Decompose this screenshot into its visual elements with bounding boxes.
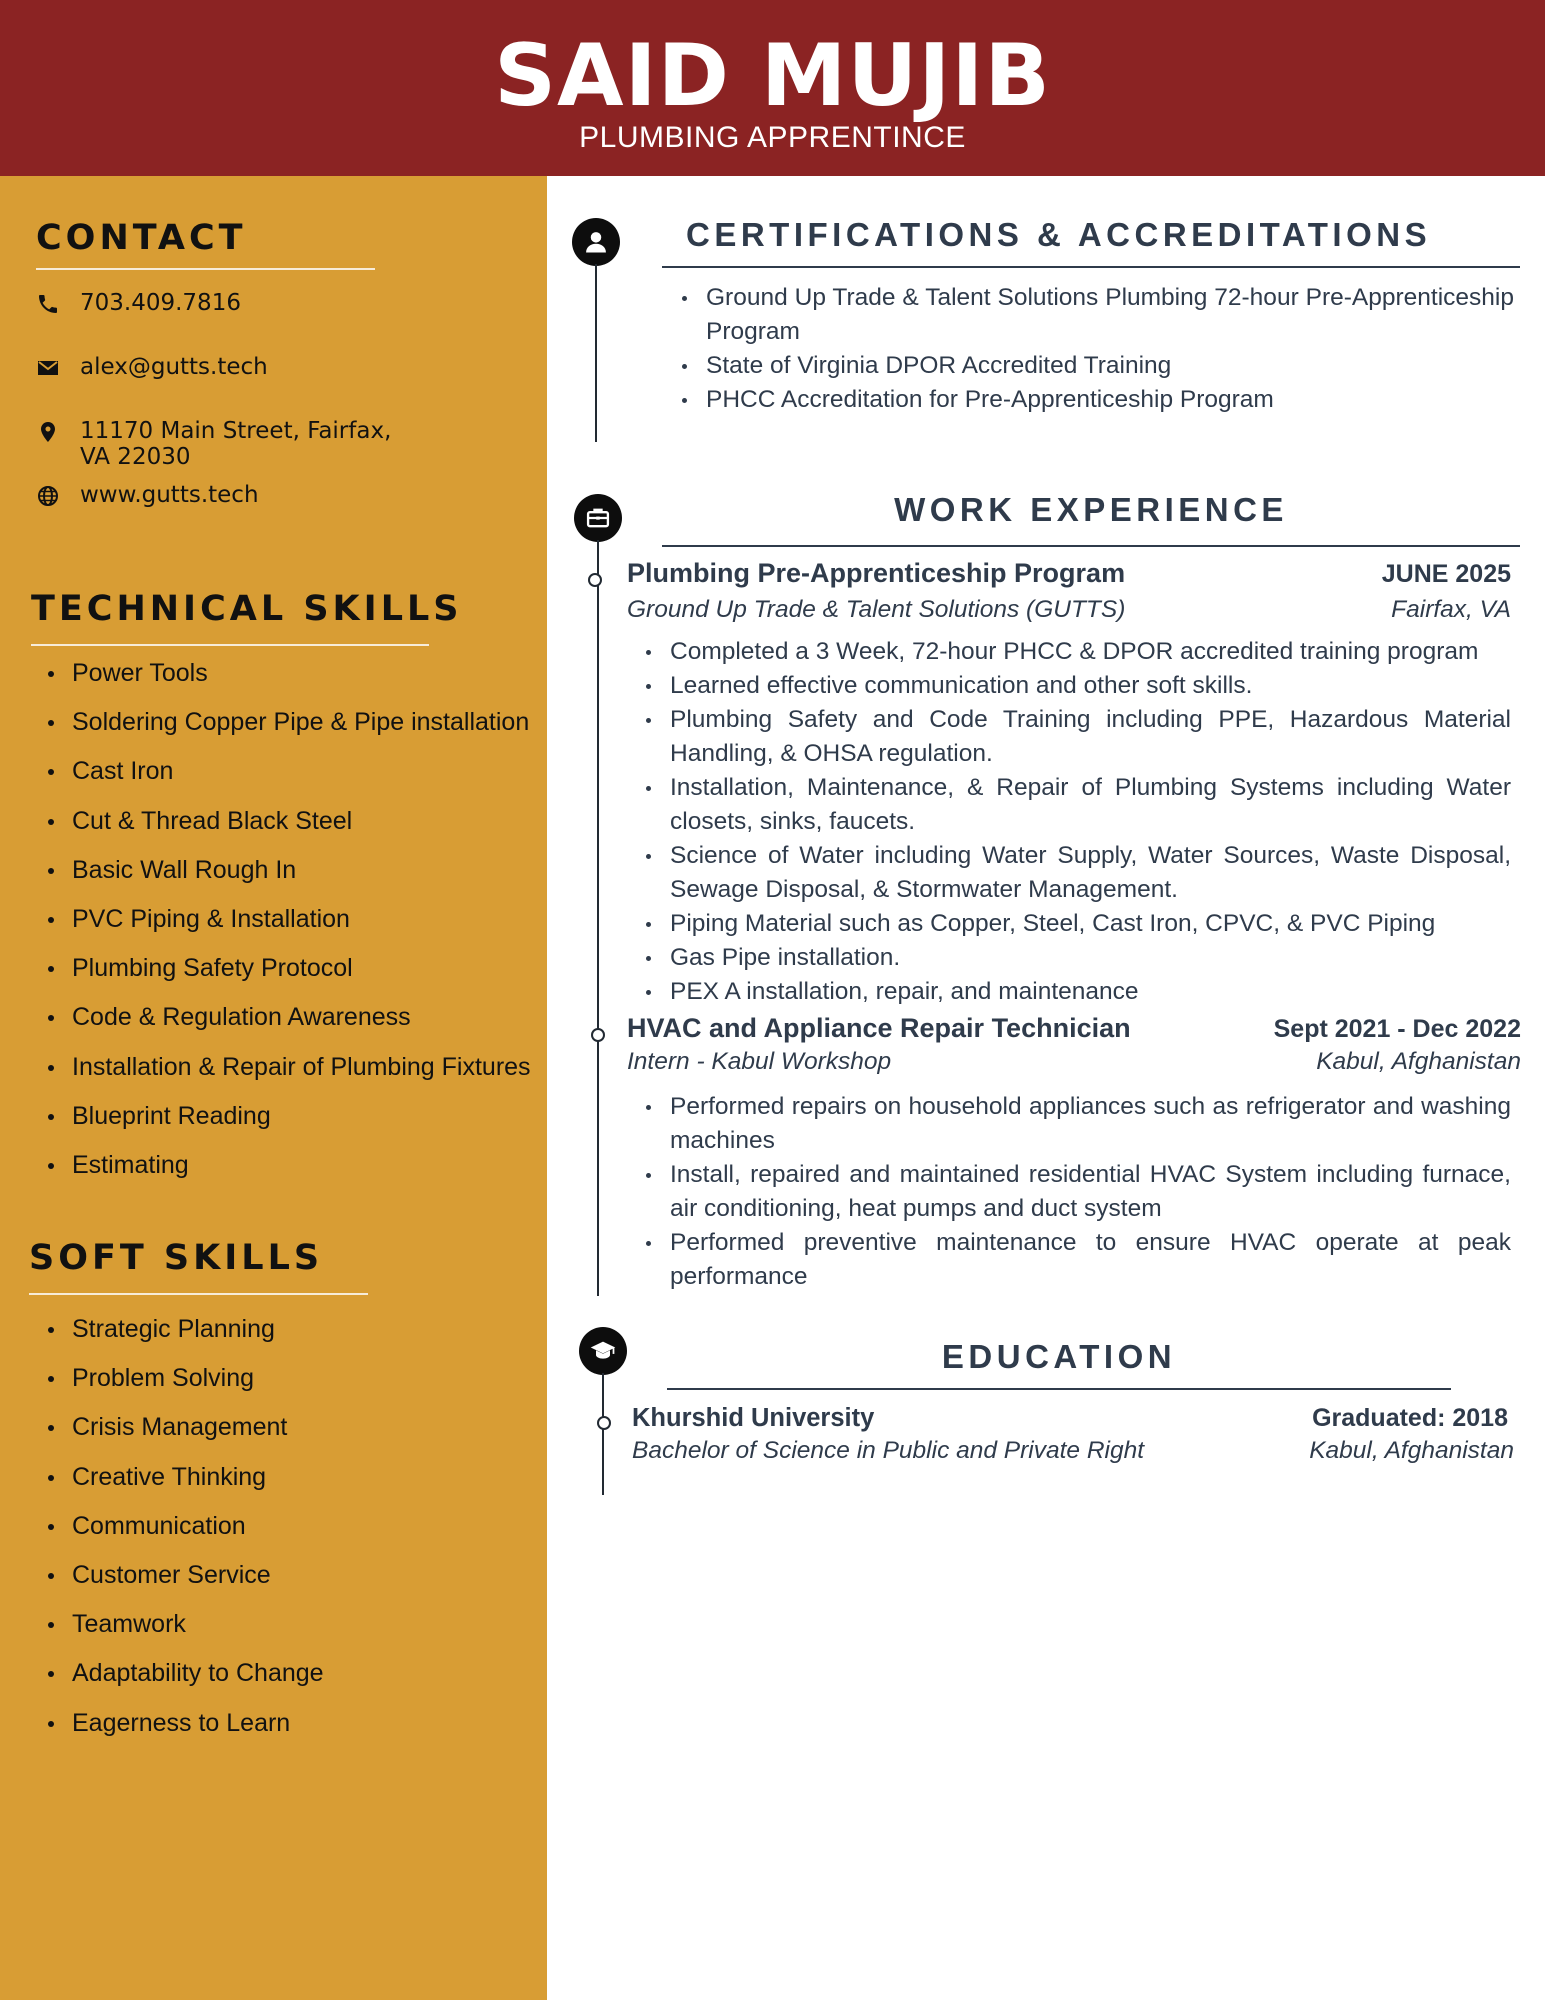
list-item: Installation, Maintenance, & Repair of Plumbing Systems including Water closets, sinks, faucets. <box>636 771 1511 839</box>
location-pin-icon <box>36 420 60 444</box>
sidebar <box>0 176 547 2000</box>
address-line-2: VA 22030 <box>80 444 191 470</box>
list-item: Eagerness to Learn <box>44 1708 324 1757</box>
job-1-date: JUNE 2025 <box>1381 560 1511 588</box>
list-item: Blueprint Reading <box>44 1101 531 1150</box>
contact-heading: CONTACT <box>36 218 247 258</box>
work-divider <box>662 545 1520 547</box>
technical-skills-heading: TECHNICAL SKILLS <box>31 589 463 629</box>
certifications-heading: CERTIFICATIONS & ACCREDITATIONS <box>686 216 1432 253</box>
address-line-1: 11170 Main Street, Fairfax, <box>80 418 392 444</box>
job-1-title: Plumbing Pre-Apprenticeship Program <box>627 558 1126 588</box>
phone-icon <box>36 292 60 316</box>
candidate-name: SAID MUJIB <box>494 26 1051 126</box>
contact-divider <box>36 268 375 270</box>
list-item: Learned effective communication and other soft skills. <box>636 669 1511 703</box>
list-item: PVC Piping & Installation <box>44 904 531 953</box>
job-1-header <box>627 558 1511 589</box>
certifications-timeline <box>595 264 597 442</box>
list-item: Piping Material such as Copper, Steel, Cast Iron, CPVC, & PVC Piping <box>636 907 1511 941</box>
job-2-header <box>627 1013 1521 1044</box>
list-item: Performed preventive maintenance to ensure HVAC operate at peak performance <box>636 1226 1511 1294</box>
list-item: Communication <box>44 1511 324 1560</box>
list-item: Install, repaired and maintained residential HVAC System including furnace, air conditioning, heat pumps and duct system <box>636 1158 1511 1226</box>
education-section-icon <box>579 1327 627 1375</box>
user-icon <box>582 228 610 256</box>
list-item: Adaptability to Change <box>44 1658 324 1707</box>
soft-skills-divider <box>29 1293 368 1295</box>
list-item: Gas Pipe installation. <box>636 941 1511 975</box>
school-name: Khurshid University <box>632 1404 875 1432</box>
list-item: Plumbing Safety and Code Training including PPE, Hazardous Material Handling, & OHSA regulation. <box>636 703 1511 771</box>
list-item: Science of Water including Water Supply, Water Sources, Waste Disposal, Sewage Disposal, & Stormwater Management. <box>636 839 1511 907</box>
education-timeline <box>602 1373 604 1495</box>
technical-skills-list <box>44 658 531 1199</box>
list-item: Cast Iron <box>44 756 531 805</box>
soft-skills-list <box>44 1314 324 1757</box>
website-text: www.gutts.tech <box>80 482 259 508</box>
soft-skills-heading: SOFT SKILLS <box>29 1238 324 1278</box>
list-item: Strategic Planning <box>44 1314 324 1363</box>
list-item: Basic Wall Rough In <box>44 855 531 904</box>
list-item: Cut & Thread Black Steel <box>44 806 531 855</box>
candidate-title: PLUMBING APPRENTINCE <box>579 121 966 154</box>
resume-header <box>0 0 1545 176</box>
list-item: Code & Regulation Awareness <box>44 1002 531 1051</box>
address-text <box>80 418 400 470</box>
briefcase-icon <box>584 504 612 532</box>
education-divider <box>667 1388 1451 1390</box>
list-item: Creative Thinking <box>44 1462 324 1511</box>
work-timeline <box>597 540 599 1296</box>
list-item: PEX A installation, repair, and maintenance <box>636 975 1511 1009</box>
job-2-title: HVAC and Appliance Repair Technician <box>627 1013 1131 1043</box>
job-2-date: Sept 2021 - Dec 2022 <box>1273 1015 1521 1043</box>
graduation-date: Graduated: 2018 <box>1312 1404 1508 1432</box>
list-item: Teamwork <box>44 1609 324 1658</box>
certifications-divider <box>662 266 1520 268</box>
list-item: Estimating <box>44 1150 531 1199</box>
list-item: Problem Solving <box>44 1363 324 1412</box>
job-2-node <box>591 1028 605 1042</box>
job-2-org: Intern - Kabul Workshop <box>627 1048 892 1075</box>
certifications-section-icon <box>572 218 620 266</box>
job-1-node <box>588 573 602 587</box>
education-node <box>597 1416 611 1430</box>
job-2-subheader <box>627 1048 1521 1076</box>
email-text: alex@gutts.tech <box>80 354 268 380</box>
education-subheader <box>632 1437 1514 1465</box>
list-item: State of Virginia DPOR Accredited Training <box>672 349 1514 383</box>
list-item: Plumbing Safety Protocol <box>44 953 531 1002</box>
education-heading: EDUCATION <box>941 1338 1177 1375</box>
job-1-org: Ground Up Trade & Talent Solutions (GUTTS) <box>627 596 1126 623</box>
list-item: Customer Service <box>44 1560 324 1609</box>
contact-email <box>36 354 400 380</box>
list-item: Ground Up Trade & Talent Solutions Plumbing 72-hour Pre-Apprenticeship Program <box>672 281 1514 349</box>
phone-text: 703.409.7816 <box>80 290 241 316</box>
globe-icon <box>36 484 60 508</box>
job-1-subheader <box>627 596 1511 624</box>
job-1-bullets <box>636 635 1511 1009</box>
list-item: Completed a 3 Week, 72-hour PHCC & DPOR accredited training program <box>636 635 1511 669</box>
graduation-cap-icon <box>589 1337 617 1365</box>
education-header <box>632 1404 1508 1433</box>
technical-skills-divider <box>31 644 429 646</box>
list-item: Soldering Copper Pipe & Pipe installation <box>44 707 531 756</box>
list-item: Crisis Management <box>44 1412 324 1461</box>
mail-icon <box>36 356 60 380</box>
work-section-icon <box>574 494 622 542</box>
job-1-location: Fairfax, VA <box>1391 596 1511 623</box>
contact-address <box>36 418 400 470</box>
work-heading: WORK EXPERIENCE <box>894 491 1288 528</box>
job-2-location: Kabul, Afghanistan <box>1316 1048 1521 1075</box>
education-location: Kabul, Afghanistan <box>1309 1437 1514 1464</box>
contact-website <box>36 482 400 508</box>
certifications-list <box>672 281 1514 417</box>
job-2-bullets <box>636 1090 1511 1294</box>
list-item: PHCC Accreditation for Pre-Apprenticeship Program <box>672 383 1514 417</box>
list-item: Installation & Repair of Plumbing Fixtures <box>44 1052 531 1101</box>
list-item: Performed repairs on household appliances such as refrigerator and washing machines <box>636 1090 1511 1158</box>
list-item: Power Tools <box>44 658 531 707</box>
degree-name: Bachelor of Science in Public and Private Right <box>632 1437 1145 1464</box>
contact-phone <box>36 290 400 316</box>
